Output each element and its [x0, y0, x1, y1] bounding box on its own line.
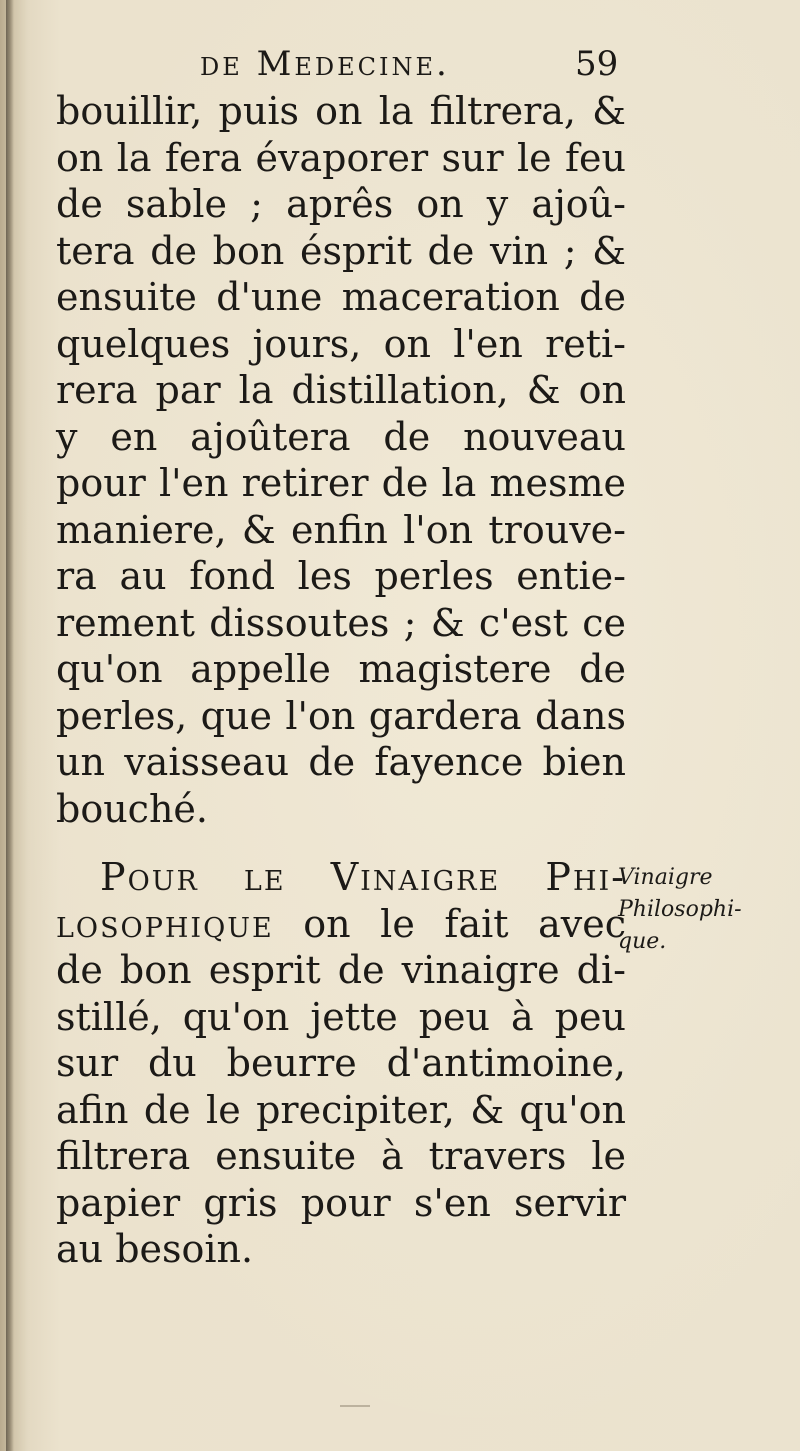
- section-heading-part-2: losophique: [56, 901, 274, 946]
- text-line: y en ajoûtera de nouveau: [56, 414, 626, 459]
- margin-note: [618, 862, 778, 958]
- text-fragment: on le fait avec: [273, 901, 626, 946]
- text-line: papier gris pour s'en servir: [56, 1180, 626, 1225]
- margin-note-line: que.: [618, 929, 667, 954]
- ink-mark: [340, 1405, 370, 1407]
- text-line: ra au fond les perles entie-: [56, 554, 626, 598]
- text-line: un vaisseau de fayence bien: [56, 740, 626, 784]
- paragraph-gap: [56, 832, 626, 854]
- text-line: perles, que l'on gardera dans: [56, 693, 626, 738]
- text-line: de sable ; aprês on y ajoû-: [56, 182, 626, 226]
- text-line: au besoin.: [56, 1227, 254, 1271]
- text-line: rera par la distillation, & on: [56, 368, 626, 412]
- text-line: bouché.: [56, 786, 208, 831]
- text-line: sur du beurre d'antimoine,: [56, 1041, 626, 1085]
- page-gutter: [6, 0, 14, 1451]
- text-line: filtrera ensuite à travers le: [56, 1134, 626, 1178]
- text-line: tera de bon ésprit de vin ; &: [56, 228, 626, 273]
- text-line: on la fera évaporer sur le feu: [56, 135, 626, 180]
- text-line: bouillir, puis on la filtrera, &: [56, 89, 626, 133]
- section-heading-part-1: Pour le Vinaigre Phi-: [100, 855, 626, 899]
- text-line: maniere, & enfin l'on trouve-: [56, 507, 626, 552]
- text-line: ensuite d'une maceration de: [56, 275, 626, 319]
- text-line: pour l'en retirer de la mesme: [56, 461, 626, 505]
- text-line: [56, 854, 626, 901]
- body-text: [56, 88, 626, 1273]
- text-line: qu'on appelle magistere de: [56, 647, 626, 691]
- text-line: de bon esprit de vinaigre di-: [56, 948, 626, 992]
- margin-note-line: Vinaigre: [618, 865, 713, 890]
- page-number: 59: [575, 44, 619, 84]
- running-title: de Medecine.: [200, 44, 450, 84]
- text-line: [56, 901, 626, 948]
- text-line: rement dissoutes ; & c'est ce: [56, 600, 626, 645]
- text-line: afin de le precipiter, & qu'on: [56, 1087, 626, 1132]
- margin-note-line: Philosophi-: [618, 897, 742, 922]
- text-line: quelques jours, on l'en reti-: [56, 321, 626, 366]
- text-line: stillé, qu'on jette peu à peu: [56, 994, 626, 1039]
